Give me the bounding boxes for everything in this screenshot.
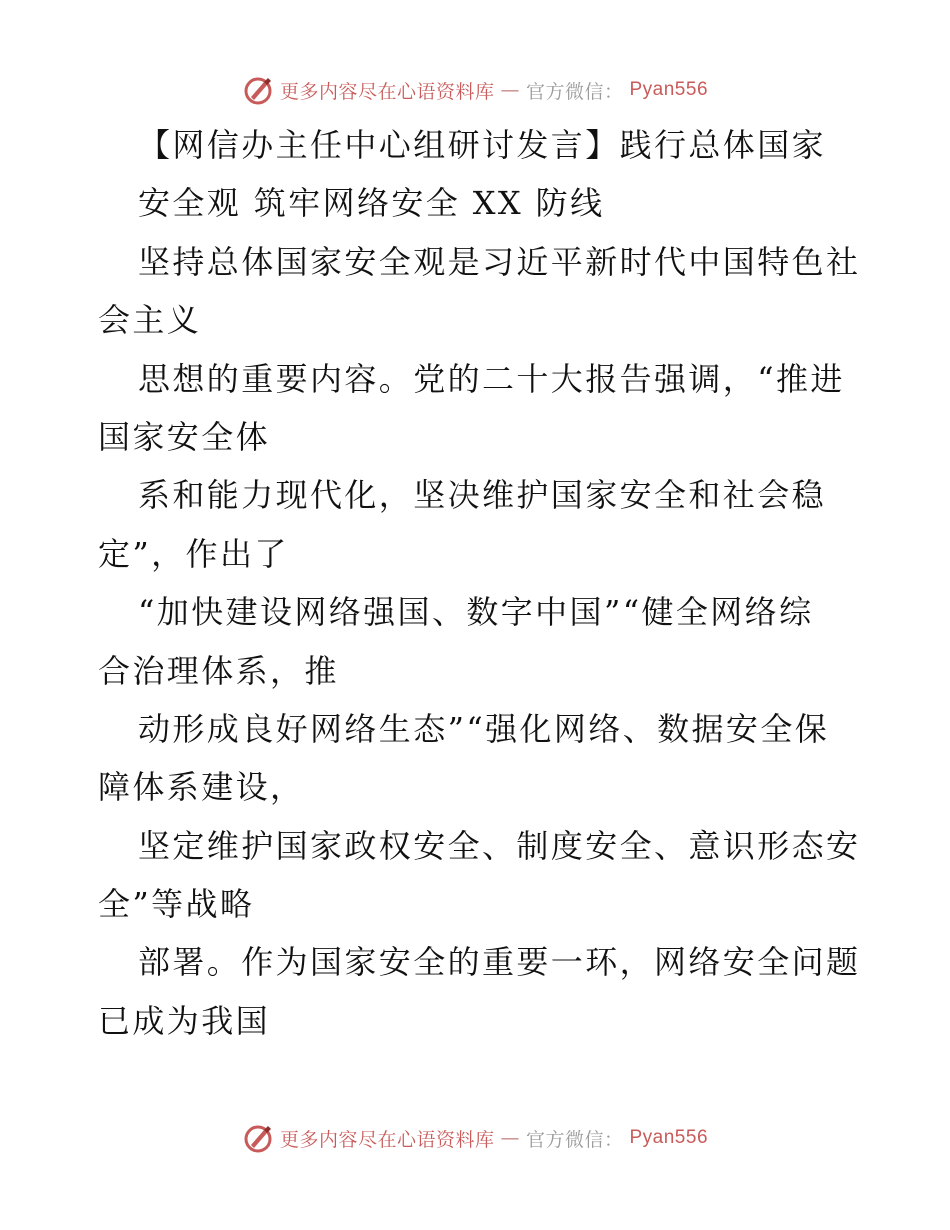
text-line: 定”，作出了 bbox=[98, 534, 289, 573]
watermark-official-label: 官方微信： bbox=[525, 1128, 624, 1151]
text-line: 安全观 筑牢网络安全 XX 防线 bbox=[138, 184, 605, 223]
text-line: 坚持总体国家安全观是习近平新时代中国特色社 bbox=[138, 242, 861, 281]
text-line: 会主义 bbox=[98, 301, 202, 340]
text-line: 部署。作为国家安全的重要一环，网络安全问题 bbox=[138, 943, 861, 982]
watermark-dash: — bbox=[500, 79, 520, 101]
text-line: 已成为我国 bbox=[98, 1001, 271, 1040]
text-line: 动形成良好网络生态”“强化网络、数据安全保 bbox=[138, 709, 830, 748]
header-watermark bbox=[0, 70, 950, 110]
text-line: 合治理体系，推 bbox=[98, 651, 339, 690]
watermark-text: 更多内容尽在心语资料库 bbox=[279, 80, 495, 103]
document-body bbox=[98, 116, 861, 1050]
pen-circle-logo-icon bbox=[242, 1122, 274, 1154]
text-line: “加快建设网络强国、数字中国”“健全网络综 bbox=[138, 593, 814, 632]
text-line: 坚定维护国家政权安全、制度安全、意识形态安 bbox=[138, 826, 861, 865]
pen-circle-logo-icon bbox=[242, 74, 274, 106]
text-line: 系和能力现代化，坚决维护国家安全和社会稳 bbox=[138, 476, 827, 515]
text-line: 全”等战略 bbox=[98, 885, 255, 924]
watermark-dash: — bbox=[500, 1127, 520, 1149]
watermark-wechat-id: Pyan556 bbox=[629, 1127, 709, 1148]
text-line: 【网信办主任中心组研讨发言】践行总体国家 bbox=[138, 126, 827, 164]
watermark-wechat-id: Pyan556 bbox=[629, 79, 709, 100]
watermark-text: 更多内容尽在心语资料库 bbox=[279, 1128, 495, 1151]
footer-watermark bbox=[0, 1118, 950, 1158]
text-line: 国家安全体 bbox=[98, 417, 271, 456]
watermark-official-label: 官方微信： bbox=[525, 80, 624, 103]
text-line: 思想的重要内容。党的二十大报告强调，“推进 bbox=[138, 359, 845, 398]
text-line: 障体系建设， bbox=[98, 768, 305, 807]
